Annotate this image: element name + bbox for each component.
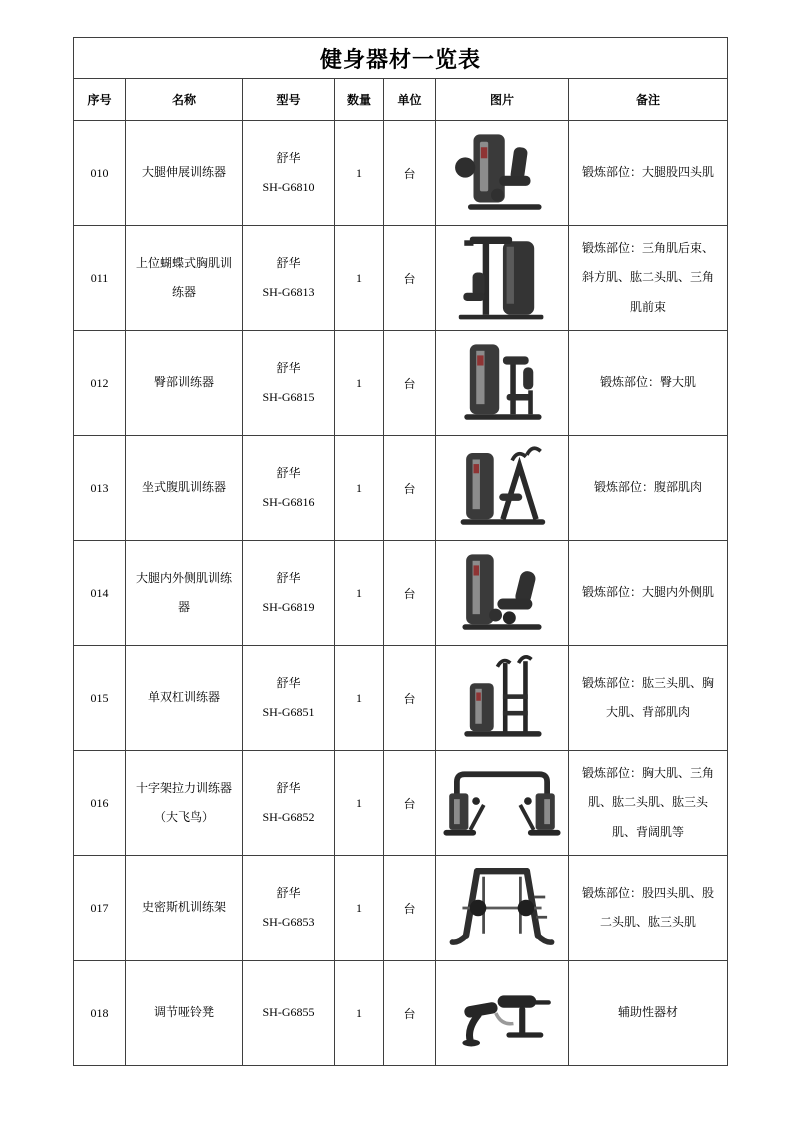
unit-cell: 台 [384, 121, 436, 226]
model-label: SH-G6851 [262, 705, 315, 719]
equipment-model-cell [243, 541, 335, 646]
remark-cell: 锻炼部位：臀大肌 [569, 331, 728, 436]
quantity-cell: 1 [335, 331, 384, 436]
thigh-adductor-machine-icon [436, 543, 568, 643]
quantity-cell: 1 [335, 541, 384, 646]
header-name: 名称 [126, 79, 243, 121]
equipment-picture-cell [436, 436, 569, 541]
brand-label: 舒华 [276, 360, 301, 375]
equipment-model-cell [243, 751, 335, 856]
brand-label: 舒华 [276, 255, 301, 270]
table-title-row [74, 38, 728, 79]
unit-cell: 台 [384, 646, 436, 751]
header-model: 型号 [243, 79, 335, 121]
pec-fly-machine-icon [436, 228, 568, 328]
quantity-cell: 1 [335, 856, 384, 961]
model-label: SH-G6852 [262, 810, 315, 824]
header-serial-number: 序号 [74, 79, 126, 121]
equipment-table-head [74, 38, 728, 121]
ab-crunch-machine-icon [436, 438, 568, 538]
unit-cell: 台 [384, 751, 436, 856]
serial-number-cell: 013 [74, 436, 126, 541]
model-label: SH-G6813 [262, 285, 315, 299]
table-row [74, 541, 728, 646]
equipment-picture-cell [436, 121, 569, 226]
model-label: SH-G6810 [262, 180, 315, 194]
adjustable-bench-icon [436, 963, 568, 1063]
unit-cell: 台 [384, 961, 436, 1066]
header-unit: 单位 [384, 79, 436, 121]
brand-label: 舒华 [276, 465, 301, 480]
equipment-picture-cell [436, 226, 569, 331]
remark-cell: 锻炼部位：股四头肌、股二头肌、肱三头肌 [569, 856, 728, 961]
table-row [74, 436, 728, 541]
equipment-picture-cell [436, 646, 569, 751]
remark-cell: 锻炼部位：腹部肌肉 [569, 436, 728, 541]
dip-chin-station-icon [436, 648, 568, 748]
quantity-cell: 1 [335, 226, 384, 331]
equipment-model-cell [243, 856, 335, 961]
unit-cell: 台 [384, 436, 436, 541]
equipment-name-cell: 史密斯机训练架 [126, 856, 243, 961]
quantity-cell: 1 [335, 751, 384, 856]
equipment-name-cell: 调节哑铃凳 [126, 961, 243, 1066]
serial-number-cell: 010 [74, 121, 126, 226]
remark-cell: 锻炼部位：肱三头肌、胸大肌、背部肌肉 [569, 646, 728, 751]
table-row [74, 121, 728, 226]
quantity-cell: 1 [335, 961, 384, 1066]
remark-cell: 锻炼部位：胸大肌、三角肌、肱二头肌、肱三头肌、背阔肌等 [569, 751, 728, 856]
brand-label: 舒华 [276, 780, 301, 795]
header-remark: 备注 [569, 79, 728, 121]
serial-number-cell: 017 [74, 856, 126, 961]
serial-number-cell: 012 [74, 331, 126, 436]
remark-cell: 锻炼部位：三角肌后束、斜方肌、肱二头肌、三角肌前束 [569, 226, 728, 331]
equipment-model-cell [243, 331, 335, 436]
equipment-name-cell: 十字架拉力训练器（大飞鸟） [126, 751, 243, 856]
remark-cell: 辅助性器材 [569, 961, 728, 1066]
serial-number-cell: 018 [74, 961, 126, 1066]
table-row [74, 331, 728, 436]
equipment-name-cell: 大腿内外侧肌训练器 [126, 541, 243, 646]
table-row [74, 646, 728, 751]
equipment-table-body [74, 121, 728, 1066]
brand-label: 舒华 [276, 150, 301, 165]
header-picture: 图片 [436, 79, 569, 121]
equipment-picture-cell [436, 961, 569, 1066]
model-label: SH-G6816 [262, 495, 315, 509]
quantity-cell: 1 [335, 646, 384, 751]
table-row [74, 226, 728, 331]
smith-machine-icon [436, 858, 568, 958]
header-quantity: 数量 [335, 79, 384, 121]
serial-number-cell: 011 [74, 226, 126, 331]
equipment-name-cell: 上位蝴蝶式胸肌训练器 [126, 226, 243, 331]
quantity-cell: 1 [335, 121, 384, 226]
equipment-name-cell: 坐式腹肌训练器 [126, 436, 243, 541]
model-label: SH-G6815 [262, 390, 315, 404]
leg-extension-machine-icon [436, 123, 568, 223]
unit-cell: 台 [384, 331, 436, 436]
remark-cell: 锻炼部位：大腿内外侧肌 [569, 541, 728, 646]
unit-cell: 台 [384, 541, 436, 646]
equipment-picture-cell [436, 751, 569, 856]
equipment-table [73, 37, 728, 1066]
serial-number-cell: 016 [74, 751, 126, 856]
equipment-name-cell: 臀部训练器 [126, 331, 243, 436]
equipment-model-cell [243, 226, 335, 331]
equipment-name-cell: 大腿伸展训练器 [126, 121, 243, 226]
unit-cell: 台 [384, 226, 436, 331]
page-title: 健身器材一览表 [74, 38, 728, 79]
table-row [74, 856, 728, 961]
brand-label: 舒华 [276, 885, 301, 900]
cable-crossover-icon [436, 753, 568, 853]
equipment-model-cell [243, 646, 335, 751]
serial-number-cell: 015 [74, 646, 126, 751]
equipment-model-cell [243, 961, 335, 1066]
equipment-model-cell [243, 121, 335, 226]
unit-cell: 台 [384, 856, 436, 961]
remark-cell: 锻炼部位：大腿股四头肌 [569, 121, 728, 226]
equipment-picture-cell [436, 331, 569, 436]
table-row [74, 751, 728, 856]
equipment-model-cell [243, 436, 335, 541]
table-header-row [74, 79, 728, 121]
equipment-picture-cell [436, 856, 569, 961]
model-label: SH-G6819 [262, 600, 315, 614]
model-label: SH-G6853 [262, 915, 315, 929]
equipment-name-cell: 单双杠训练器 [126, 646, 243, 751]
table-row [74, 961, 728, 1066]
model-label: SH-G6855 [262, 1005, 315, 1020]
brand-label: 舒华 [276, 570, 301, 585]
quantity-cell: 1 [335, 436, 384, 541]
glute-trainer-icon [436, 333, 568, 433]
serial-number-cell: 014 [74, 541, 126, 646]
equipment-picture-cell [436, 541, 569, 646]
brand-label: 舒华 [276, 675, 301, 690]
